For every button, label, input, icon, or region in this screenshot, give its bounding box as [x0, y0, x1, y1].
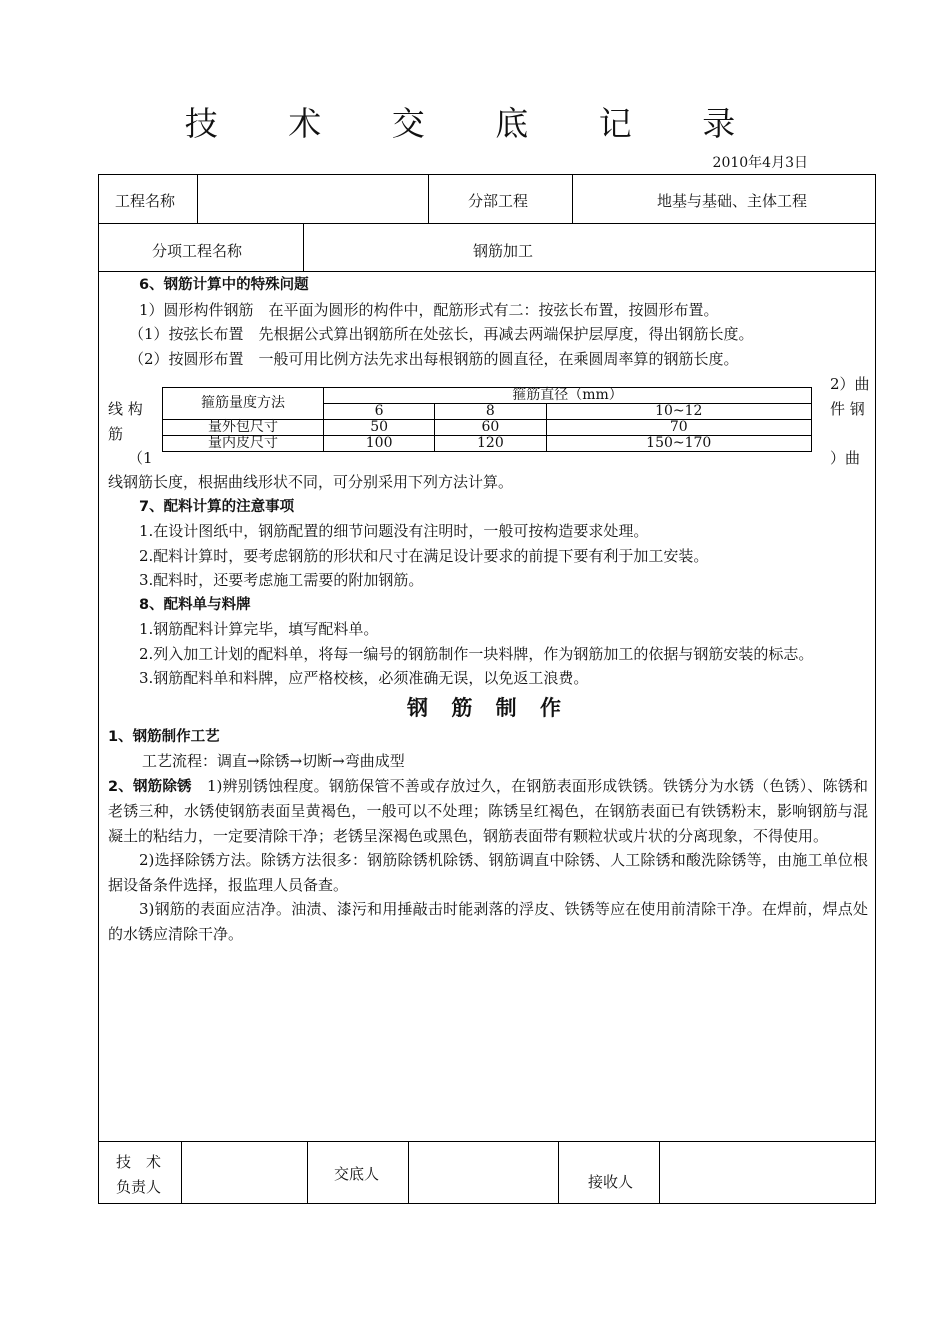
stirrup-diameter-cell: 10~12 — [546, 404, 812, 420]
header-row-divider — [98, 223, 876, 224]
subitem-label: 分项工程名称 — [152, 242, 243, 260]
stirrup-diameter-cell: 8 — [435, 404, 546, 420]
stirrup-row-outer — [163, 420, 812, 436]
fabrication-title: 钢 筋 制 作 — [407, 695, 569, 720]
header-col-1 — [197, 174, 198, 223]
stirrup-row-label: 量外包尺寸 — [163, 420, 324, 436]
stirrup-diameter-cell: 6 — [324, 404, 435, 420]
section-6-p1: 1）圆形构件钢筋 在平面为圆形的构件中，配筋形式有二：按弦长布置，按圆形布置。 — [139, 300, 719, 319]
section-6-p2: （1）按弦长布置 先根据公式算出钢筋所在处弦长，再减去两端保护层厚度，得出钢筋长度。 — [129, 325, 754, 343]
subitem-value: 钢筋加工 — [473, 242, 534, 260]
side-text-left-2: 筋 — [108, 425, 124, 443]
side-text-right-2: 件 钢 — [830, 400, 865, 418]
section-8-p3: 3.钢筋配料单和料牌，应严格校核，必须准确无误，以免返工浪费。 — [139, 669, 589, 687]
footer-divider — [98, 1141, 876, 1142]
tech-lead-label-1: 技 术 — [116, 1153, 162, 1171]
stirrup-value-cell: 70 — [546, 420, 812, 436]
section-8-title: 8、配料单与料牌 — [139, 596, 251, 613]
stirrup-value-cell: 150~170 — [546, 436, 812, 452]
division-label: 分部工程 — [468, 192, 529, 210]
section-7-p3: 3.配料时，还要考虑施工需要的附加钢筋。 — [139, 571, 424, 589]
side-text-left-3: （1 — [128, 449, 153, 467]
stirrup-method-header: 箍筋量度方法 — [163, 388, 324, 420]
section-7-p2: 2.配料计算时，要考虑钢筋的形状和尺寸在满足设计要求的前提下要有利于加工安装。 — [139, 546, 709, 565]
content-main — [108, 470, 868, 946]
stirrup-value-cell: 50 — [324, 420, 435, 436]
stirrup-value-cell: 60 — [435, 420, 546, 436]
side-text-right-1: 2）曲 — [830, 375, 870, 393]
footer-col-1 — [181, 1141, 182, 1204]
section-7-title: 7、配料计算的注意事项 — [139, 498, 295, 515]
side-text-left-1: 线 构 — [108, 400, 143, 418]
stirrup-value-cell: 100 — [324, 436, 435, 452]
stirrup-header-row — [163, 388, 812, 404]
stirrup-value-cell: 120 — [435, 436, 546, 452]
header-col-3 — [572, 174, 573, 223]
header-bottom-divider — [98, 271, 876, 272]
document-date: 2010年4月3日 — [712, 155, 808, 171]
fabrication-1-title: 1、钢筋制作工艺 — [108, 728, 220, 745]
section-8-p2: 2.列入加工计划的配料单，将每一编号的钢筋制作一块料牌，作为钢筋加工的依据与钢筋安装的标志。 — [139, 644, 814, 663]
fabrication-2-para — [108, 774, 868, 849]
stirrup-diameter-header: 箍筋直径（mm） — [324, 388, 812, 404]
footer-col-2 — [307, 1141, 308, 1204]
tech-lead-label-2: 负责人 — [116, 1178, 162, 1196]
footer-col-3 — [408, 1141, 409, 1204]
footer-col-4 — [558, 1141, 559, 1204]
side-text-right-3: ）曲 — [830, 449, 861, 467]
fabrication-2-p3: 3)钢筋的表面应洁净。油渍、漆污和用捶敲击时能剥落的浮皮、铁锈等应在使用前清除干净。在焊前，焊点处的水锈应清除干净。 — [108, 900, 868, 943]
header-col-2 — [428, 174, 429, 223]
division-value: 地基与基础、主体工程 — [657, 192, 808, 210]
section-6-p4: 线钢筋长度，根据曲线形状不同，可分别采用下列方法计算。 — [108, 473, 514, 491]
header-col-4 — [303, 223, 304, 271]
fabrication-2-title: 2、钢筋除锈 — [108, 778, 192, 795]
discloser-label: 交底人 — [334, 1165, 380, 1183]
fabrication-2-p1: 1)辨别锈蚀程度。钢筋保管不善或存放过久，在钢筋表面形成铁锈。铁锈分为水锈（色锈）、陈锈和老锈三种，水锈使钢筋表面呈黄褐色，一般可以不处理；陈锈呈红褐色，在钢筋表面已有铁锈粉末，影响钢筋与混凝土的粘结力，一定要清除干净；老锈呈深褐色或黑色，钢筋表面带有颗粒状或片状的分离现象，不得使用。 — [108, 776, 868, 845]
document-title: 技 术 交 底 记 录 — [184, 104, 766, 143]
section-6-p3: （2）按圆形布置 一般可用比例方法先求出每根钢筋的圆直径，在乘圆周率算的钢筋长度。 — [129, 349, 739, 368]
footer-col-5 — [659, 1141, 660, 1204]
project-name-label: 工程名称 — [115, 192, 176, 210]
stirrup-table — [162, 387, 812, 452]
receiver-label: 接收人 — [588, 1173, 634, 1191]
stirrup-row-inner — [163, 436, 812, 452]
section-8-p1: 1.钢筋配料计算完毕，填写配料单。 — [139, 620, 379, 638]
content-top — [108, 273, 868, 371]
section-6-title: 6、钢筋计算中的特殊问题 — [139, 277, 309, 293]
section-7-p1: 1.在设计图纸中，钢筋配置的细节问题没有注明时，一般可按构造要求处理。 — [139, 522, 649, 540]
fabrication-1-p1: 工艺流程：调直→除锈→切断→弯曲成型 — [142, 752, 405, 770]
fabrication-2-p2: 2)选择除锈方法。除锈方法很多：钢筋除锈机除锈、钢筋调直中除锈、人工除锈和酸洗除锈等，由施工单位根据设备条件选择，报监理人员备查。 — [108, 851, 868, 894]
stirrup-row-label: 量内皮尺寸 — [163, 436, 324, 452]
